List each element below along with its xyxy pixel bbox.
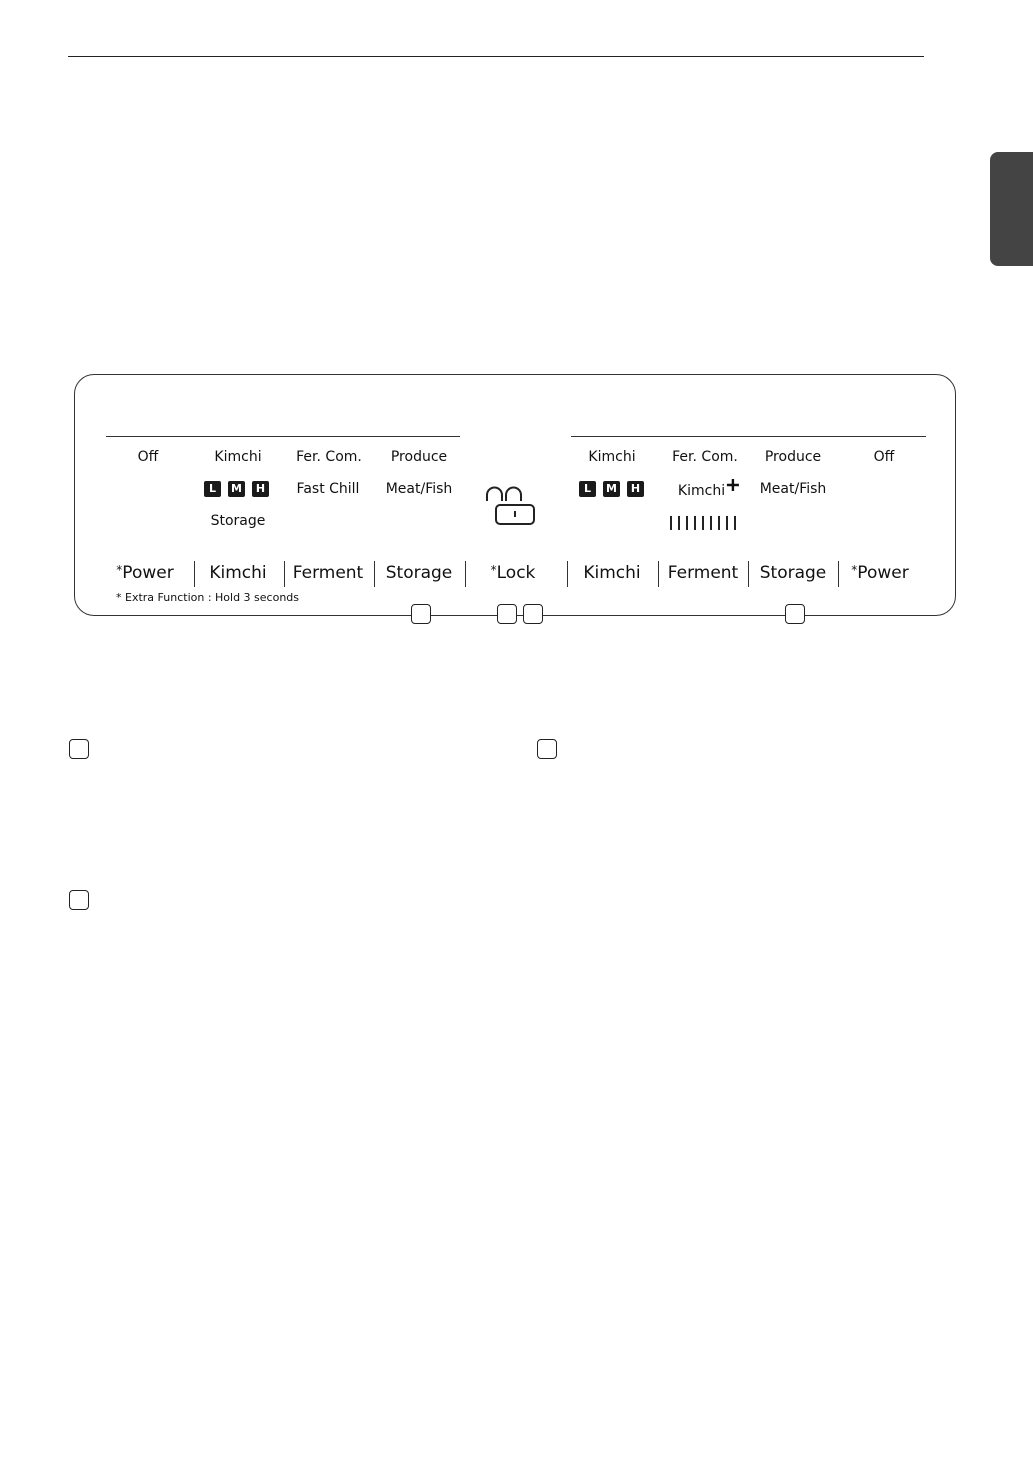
right-power-button-label: Power bbox=[857, 563, 909, 583]
progress-segment bbox=[694, 516, 696, 530]
note-star: * bbox=[116, 591, 122, 604]
progress-segment bbox=[734, 516, 736, 530]
button-divider bbox=[284, 561, 285, 587]
hold-marker: * bbox=[490, 563, 497, 577]
key-marker bbox=[69, 890, 89, 910]
section-tab bbox=[990, 152, 1033, 266]
right-storage-button[interactable]: Storage bbox=[759, 563, 827, 583]
right-kimchi-levels bbox=[579, 481, 644, 497]
right-mode-meat-fish: Meat/Fish bbox=[759, 481, 827, 497]
hold-marker: * bbox=[116, 563, 123, 577]
progress-segment bbox=[726, 516, 728, 530]
left-mode-meat-fish: Meat/Fish bbox=[385, 481, 453, 497]
button-divider bbox=[838, 561, 839, 587]
progress-segment bbox=[710, 516, 712, 530]
button-divider bbox=[465, 561, 466, 587]
callout-marker bbox=[785, 604, 805, 624]
callout-marker bbox=[523, 604, 543, 624]
right-section-rule bbox=[571, 436, 926, 437]
callout-marker bbox=[497, 604, 517, 624]
lock-button[interactable] bbox=[491, 563, 536, 583]
left-ferment-button[interactable]: Ferment bbox=[292, 563, 364, 583]
level-l-indicator: L bbox=[204, 481, 221, 497]
right-power-button[interactable] bbox=[851, 563, 908, 583]
hold-marker: * bbox=[851, 563, 858, 577]
right-mode-fer-com: Fer. Com. bbox=[672, 449, 738, 465]
left-kimchi-button[interactable]: Kimchi bbox=[209, 563, 267, 583]
left-mode-kimchi: Kimchi bbox=[214, 449, 262, 465]
right-mode-kimchi-plus bbox=[677, 478, 740, 499]
right-ferment-button[interactable]: Ferment bbox=[667, 563, 739, 583]
button-divider bbox=[567, 561, 568, 587]
level-m-indicator: M bbox=[603, 481, 620, 497]
ferment-progress-bars bbox=[670, 516, 736, 530]
right-mode-kimchi-plus-label: Kimchi bbox=[677, 483, 726, 499]
unlock-icon bbox=[484, 484, 538, 528]
plus-icon bbox=[726, 478, 740, 492]
right-mode-off: Off bbox=[873, 449, 895, 465]
progress-segment bbox=[702, 516, 704, 530]
note-text: Extra Function : Hold 3 seconds bbox=[125, 591, 300, 604]
left-mode-produce: Produce bbox=[390, 449, 448, 465]
level-h-indicator: H bbox=[627, 481, 644, 497]
left-mode-off: Off bbox=[137, 449, 159, 465]
left-power-button-label: Power bbox=[122, 563, 174, 583]
level-m-indicator: M bbox=[228, 481, 245, 497]
progress-segment bbox=[686, 516, 688, 530]
progress-segment bbox=[670, 516, 672, 530]
left-section-rule bbox=[106, 436, 460, 437]
left-mode-storage: Storage bbox=[210, 513, 266, 529]
button-divider bbox=[194, 561, 195, 587]
button-divider bbox=[748, 561, 749, 587]
left-storage-button[interactable]: Storage bbox=[385, 563, 453, 583]
left-power-button[interactable] bbox=[116, 563, 173, 583]
level-l-indicator: L bbox=[579, 481, 596, 497]
button-divider bbox=[374, 561, 375, 587]
right-mode-kimchi: Kimchi bbox=[588, 449, 636, 465]
extra-function-note bbox=[116, 591, 299, 604]
left-mode-fast-chill: Fast Chill bbox=[296, 481, 360, 497]
left-kimchi-levels bbox=[204, 481, 269, 497]
callout-marker bbox=[411, 604, 431, 624]
progress-segment bbox=[718, 516, 720, 530]
lock-button-label: Lock bbox=[496, 563, 536, 583]
progress-segment bbox=[678, 516, 680, 530]
button-divider bbox=[658, 561, 659, 587]
left-mode-fer-com: Fer. Com. bbox=[296, 449, 362, 465]
right-kimchi-button[interactable]: Kimchi bbox=[583, 563, 641, 583]
key-marker bbox=[69, 739, 89, 759]
top-rule bbox=[68, 56, 924, 57]
level-h-indicator: H bbox=[252, 481, 269, 497]
right-mode-produce: Produce bbox=[764, 449, 822, 465]
key-marker bbox=[537, 739, 557, 759]
